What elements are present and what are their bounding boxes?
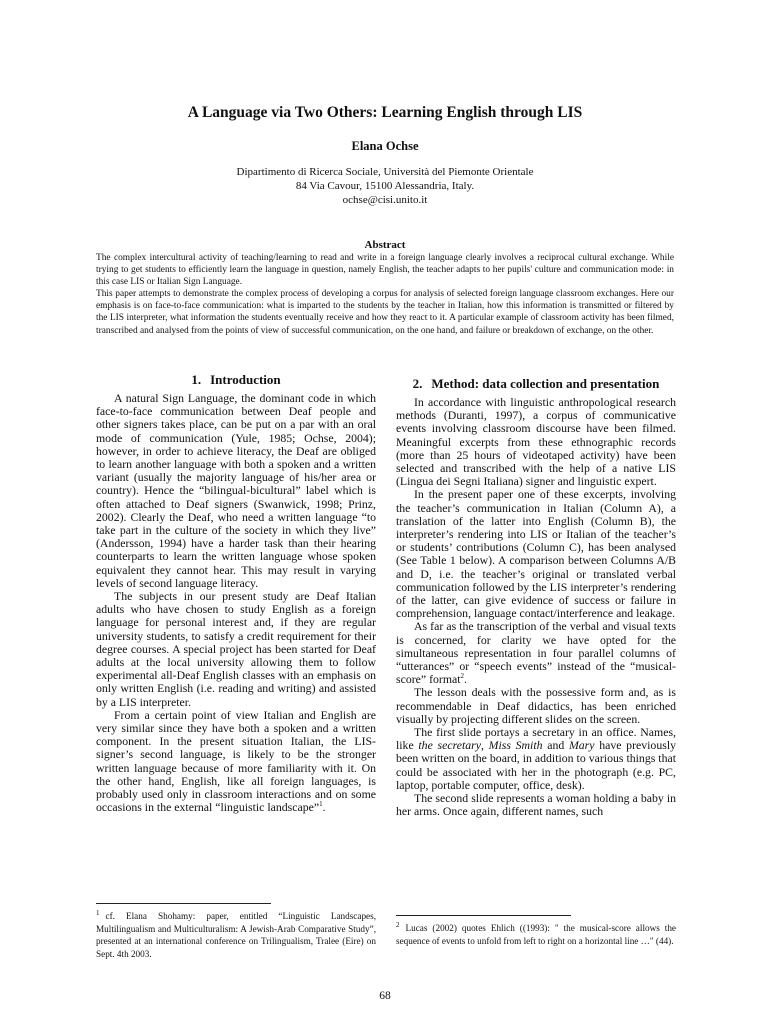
- body-paragraph: The second slide represents a woman holding a baby in her arms. Once again, different names, such: [396, 791, 676, 819]
- body-paragraph: In accordance with linguistic anthropological research methods (Duranti, 1997), a corpus of communicative events involving classroom discourse have been filmed. Meaningful excerpts from these ethnographic records (more than 25 hours of videotaped activity) have been selected and transcribed with the help of a native LIS (Lingua dei Segni Italiana) signer and linguistic expert.: [396, 395, 676, 489]
- body-paragraph: The subjects in our present study are Deaf Italian adults who have chosen to study English as a foreign language for personal interest and, if they are regular university students, to satisfy a credit requirement for their degree courses. A special project has been started for Deaf adults at the local university allowing them to follow experimental all-Deaf English classes with an emphasis on only written English (i.e. reading and writing) and assisted by a LIS interpreter.: [96, 589, 376, 709]
- author-affiliation: [0, 165, 770, 208]
- footnote-mark: 1: [96, 908, 100, 917]
- paragraph-end: .: [322, 800, 326, 815]
- footnote-1: [96, 903, 376, 960]
- affiliation-department: Dipartimento di Ricerca Sociale, Università del Piemonte Orientale: [236, 166, 534, 178]
- body-paragraph: [396, 620, 676, 686]
- italic-term: Miss Smith: [488, 738, 543, 753]
- italic-term: the secretary: [418, 738, 481, 753]
- body-paragraph: A natural Sign Language, the dominant code in which face-to-face communication between Deaf people and other signers takes place, can be put on a par with an oral mode of communication (Yule, 1985; Ochse, 2004); however, in order to achieve literacy, the Deaf are obliged to learn another language with both a spoken and a written variant (usually the majority language of his/her area or country). Hence the “bilingual-bicultural” label which is often attached to Deaf signers (Swanwick, 1998; Prinz, 2002). Clearly the Deaf, who need a written language “to take part in the culture of the society in which they live” (Andersson, 1994) have a harder task than their hearing counterparts to learn the written language whose spoken equivalent they cannot hear. This may result in varying levels of second language literacy.: [96, 391, 376, 590]
- footnote-mark: 2: [396, 920, 400, 929]
- abstract-paragraph: The complex intercultural activity of teaching/learning to read and write in a foreign language clearly involves a reciprocal cultural exchange. While trying to get students to efficiently learn the language in question, namely English, the teacher adapts to her pupils' culture and communication mode: in this case LIS or Italian Sign Language.: [96, 253, 674, 288]
- body-paragraph: The first slide portays a secretary in an office. Names, like the secretary, Miss Smith and Mary have previously been written on the board, in addition to various things that could be associated with her in the photograph (e.g. PC, laptop, portable computer, office, desk).: [396, 725, 676, 792]
- italic-term: Mary: [568, 738, 595, 753]
- abstract-body: [96, 252, 674, 337]
- section-number: 1.: [191, 372, 202, 387]
- page-number: 68: [379, 990, 391, 1002]
- section-heading-method: [396, 376, 676, 392]
- body-paragraph: In the present paper one of these excerpts, involving the teacher’s communication in Italian (Column A), a translation of the latter into English (Column B), the interpreter’s rendering into LIS or Italian of the teacher’s or students’ contributions (Column C), has been analysed (See Table 1 below). A comparison between Columns A/B and D, i.e. the teacher’s original or translated verbal communication followed by the LIS interpreter’s rendering of the latter, can give evidence of success or failure in comprehension, language contact/interference and leakage.: [396, 487, 676, 621]
- paragraph-text: From a certain point of view Italian and English are very similar since they have both a spoken and a written component. In the present situation Italian, the LIS-signer’s second language, is likely to be the stronger written language because of more familiarity with it. On the other hand, English, like all foreign languages, is probably used only in classroom interactions and on some occasions in the external “linguistic landscape”: [96, 707, 376, 815]
- footnote-rule: [396, 915, 571, 916]
- abstract-paragraph: This paper attempts to demonstrate the complex process of developing a corpus for analysis of selected foreign language classroom exchanges. Here our emphasis is on face-to-face communication: what is imparted to the students by the teacher in Italian, how this information is transmitted or filtered by the LIS interpreter, what information the students eventually receive and how they react to it. A particular example of classroom activity has been filmed, transcribed and analysed from the points of view of successful communication, on the one hand, and failure or breakdown of exchange, on the other.: [96, 289, 674, 336]
- paper-title: A Language via Two Others: Learning English through LIS: [187, 104, 583, 121]
- affiliation-address: 84 Via Cavour, 15100 Alessandria, Italy.: [295, 180, 475, 193]
- abstract-heading: Abstract: [364, 239, 406, 251]
- section-title: Method: data collection and presentation: [431, 376, 660, 391]
- paragraph-end: .: [464, 672, 467, 687]
- footnote-text: cf. Elana Shohamy: paper, entitled “Linguistic Landscapes, Multilingualism and Multiculturalism: A Jewish-Arab Comparative Study”, presented at an international conference on Trilingualism, Tralee (Eire) on Sept. 4th 2003.: [96, 911, 376, 959]
- author-name: Elana Ochse: [351, 139, 419, 153]
- method-body: [396, 396, 676, 819]
- body-paragraph: [96, 709, 376, 815]
- footnote-rule: [96, 903, 271, 904]
- section-heading-introduction: [96, 372, 376, 388]
- section-title: Introduction: [210, 372, 281, 387]
- right-column: [396, 376, 676, 819]
- footnote-ref[interactable]: 1: [319, 800, 323, 809]
- footnote-2: [396, 915, 676, 947]
- paragraph-text: As far as the transcription of the verbal and visual texts is concerned, for clarity we have opted for the simultaneous representation in four parallel columns of “utterances” or “speech events” instead of the “musical-score” format: [396, 619, 676, 687]
- introduction-body: [96, 392, 376, 815]
- footnote-text: Lucas (2002) quotes Ehlich ((1993): " the musical-score allows the sequence of events to unfold from left to right on a horizontal line …" (44).: [396, 923, 676, 946]
- footnote-ref[interactable]: 2: [460, 672, 465, 681]
- left-column: [96, 372, 376, 815]
- body-paragraph: The lesson deals with the possessive form and, as is recommendable in Deaf didactics, has been enriched visually by projecting different slides on the screen.: [396, 685, 676, 726]
- section-number: 2.: [412, 376, 423, 391]
- author-email: ochse@cisi.unito.it: [342, 194, 428, 207]
